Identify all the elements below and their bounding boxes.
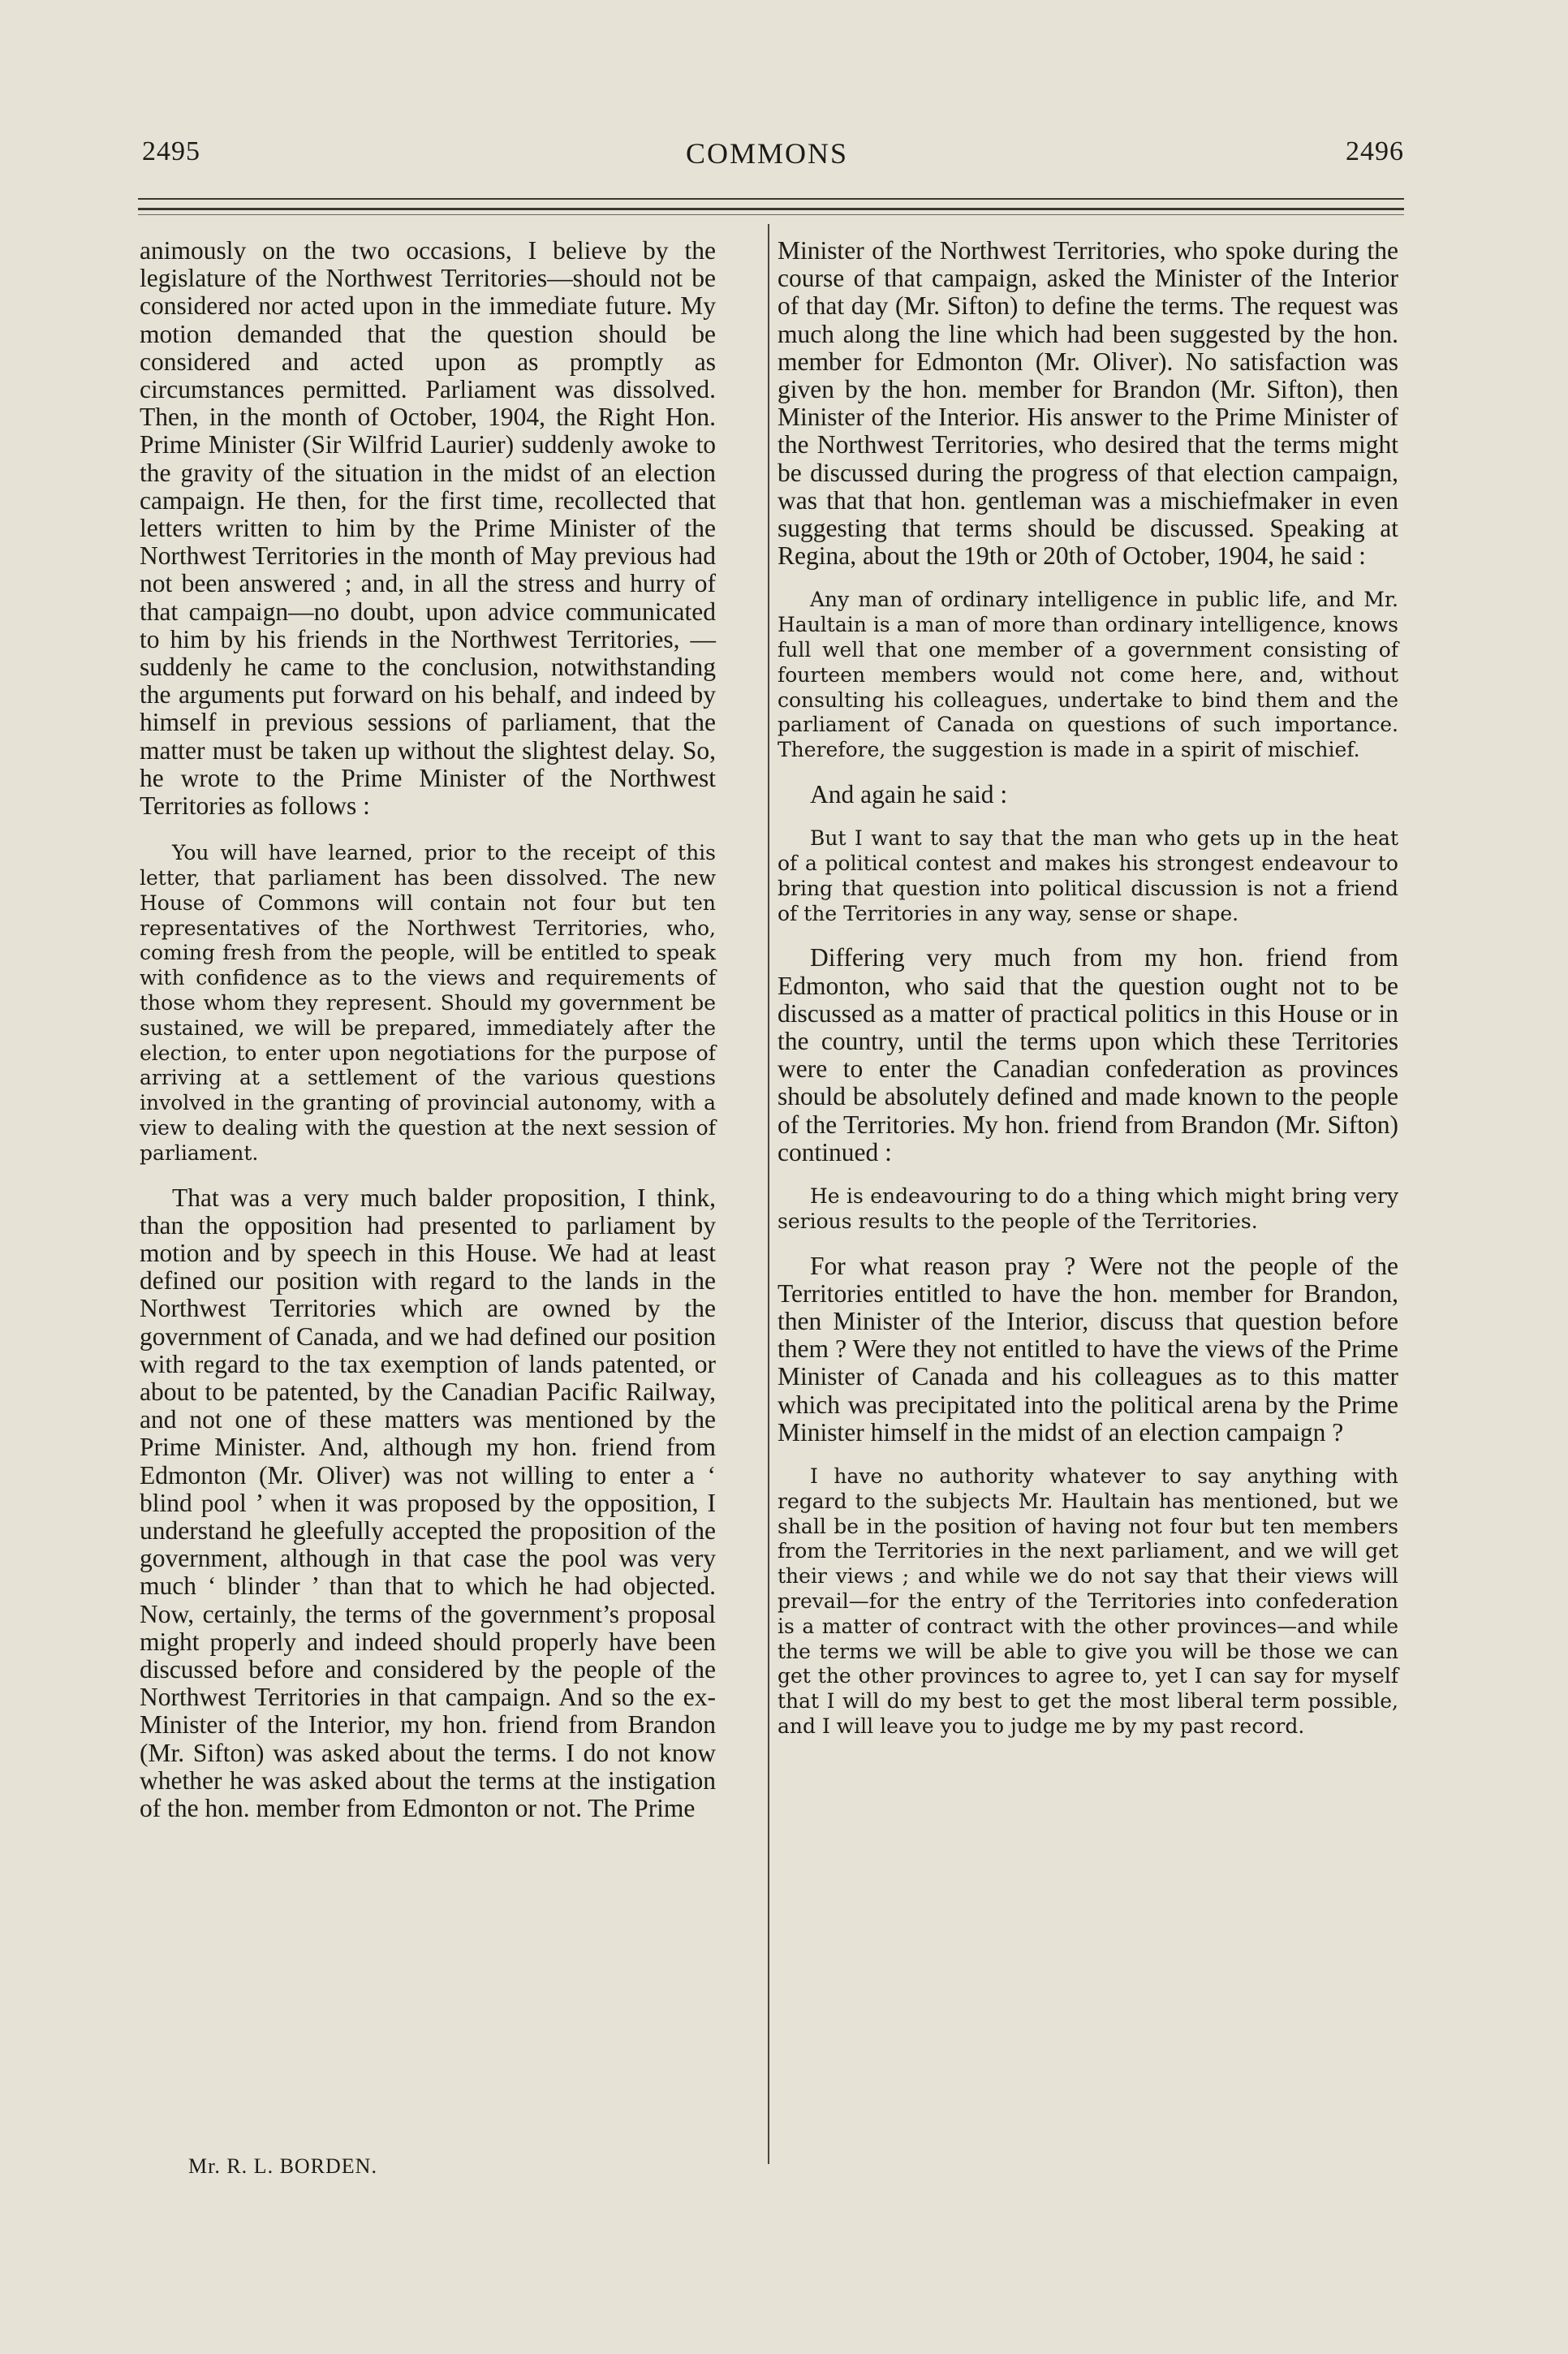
right-paragraph-1: Minister of the Northwest Territories, who spoke during the course of that campaign, asked the Minister of the Interior of that day (Mr. Sifton) to define the terms. The request was much along the line which had been suggested by the hon. member for Edmonton (Mr. Oliver). No satisfaction was given by the hon. member for Brandon (Mr. Sifton), then Minister of the Interior. His answer to the Prime Minister of the Northwest Territories, who desired that the terms might be discussed during the progress of that election campaign, was that that hon. gentleman was a mischiefmaker in even suggesting that terms should be discussed. Speaking at Regina, about the 19th or 20th of October, 1904, he said : — [778, 236, 1398, 571]
left-column — [140, 237, 716, 1822]
header-rule-thick — [138, 208, 1404, 210]
column-divider — [768, 224, 769, 2164]
page-header — [130, 136, 1404, 177]
right-quote-sifton-1: Any man of ordinary intelligence in public life, and Mr. Haultain is a man of more than ordinary intelligence, knows full well that one member of a government consisting of fourteen members would not come here, and, without consulting his colleagues, undertake to bind them and the parliament of Canada on questions of such importance. Therefore, the suggestion is made in a spirit of mischief. — [778, 588, 1398, 762]
page-number-left: 2495 — [142, 136, 200, 166]
header-rule-thin — [138, 198, 1404, 200]
header-rule-hair — [138, 214, 1404, 215]
page-number-right: 2496 — [1346, 136, 1404, 166]
speaker-attribution: Mr. R. L. BORDEN. — [188, 2154, 377, 2178]
left-quote-laurier-letter: You will have learned, prior to the receipt of this letter, that parliament has been dissolved. The new House of Commons will contain not four but ten representatives of the Northwest Territories, who, coming fresh from the people, will be entitled to speak with confidence as to the views and requirements of those whom they represent. Should my government be sustained, we will be prepared, immediately after the election, to enter upon negotiations for the purpose of arriving at a settlement of the various questions involved in the granting of provincial autonomy, with a view to dealing with the question at the next session of parliament. — [140, 841, 716, 1165]
right-column — [778, 237, 1398, 1757]
left-paragraph-1: animously on the two occasions, I believe by the legislature of the Northwest Territories—should not be considered nor acted upon in the immediate future. My motion demanded that the question should be considered and acted upon as promptly as circumstances permitted. Parliament was dissolved. Then, in the month of October, 1904, the Right Hon. Prime Minister (Sir Wilfrid Laurier) suddenly awoke to the gravity of the situation in the midst of an election campaign. He then, for the first time, recollected that letters written to him by the Prime Minister of the Northwest Territories in the month of May previous had not been answered ; and, in all the stress and hurry of that campaign—no doubt, upon advice communicated to him by his friends in the Northwest Territories, —suddenly he came to the conclusion, notwithstanding the arguments put forward on his behalf, and indeed by himself in previous sessions of parliament, that the matter must be taken up without the slightest delay. So, he wrote to the Prime Minister of the Northwest Territories as follows : — [140, 236, 716, 821]
right-quote-sifton-4: I have no authority whatever to say anything with regard to the subjects Mr. Haultain has mentioned, but we shall be in the position of having not four but ten members from the Territories in the next parliament, and we will get their views ; and while we do not say that their views will prevail—for the entry of the Territories into confederation is a matter of contract with the other provinces—and while the terms we will be able to give you will be those we can get the other provinces to agree to, yet I can say for myself that I will do my best to get the most liberal term possible, and I will leave you to judge me by my past record. — [778, 1464, 1398, 1739]
running-head-title: COMMONS — [685, 137, 849, 170]
right-paragraph-4: For what reason pray ? Were not the people of the Territories entitled to have the hon. member for Brandon, then Minister of the Interior, discuss that question before them ? Were they not entitled to have the views of the Prime Minister of Canada and his colleagues as to this matter which was precipitated into the political arena by the Prime Minister himself in the midst of an election campaign ? — [778, 1251, 1398, 1446]
right-paragraph-2: And again he said : — [810, 780, 1008, 809]
left-paragraph-2: That was a very much balder proposition, I think, than the opposition had presented to parliament by motion and by speech in this House. We had at least defined our position with regard to the lands in the Northwest Territories which are owned by the government of Canada, and we had defined our position with regard to the tax exemption of lands patented, or about to be patented, by the Canadian Pacific Railway, and not one of these matters was mentioned by the Prime Minister. And, although my hon. friend from Edmonton (Mr. Oliver) was not willing to enter a ‘ blind pool ’ when it was proposed by the opposition, I understand he gleefully accepted the proposition of the government, although in that case the pool was very much ‘ blinder ’ than that to which he had objected. Now, certainly, the terms of the government’s proposal might properly and indeed should properly have been discussed before and considered by the people of the Northwest Territories in that campaign. And so the ex-Minister of the Interior, my hon. friend from Brandon (Mr. Sifton) was asked about the terms. I do not know whether he was asked about the terms at the instigation of the hon. member from Edmonton or not. The Prime — [140, 1183, 716, 1823]
right-quote-sifton-2: But I want to say that the man who gets up in the heat of a political contest and makes his strongest endeavour to bring that question into political discussion is not a friend of the Territories in any way, sense or shape. — [778, 826, 1398, 925]
right-quote-sifton-3: He is endeavouring to do a thing which might bring very serious results to the people of the Territories. — [778, 1184, 1398, 1233]
right-paragraph-3: Differing very much from my hon. friend from Edmonton, who said that the question ought not to be discussed as a matter of practical politics in this House or in the country, until the terms upon which these Territories were to enter the Canadian confederation as provinces should be absolutely defined and made known to the people of the Territories. My hon. friend from Brandon (Mr. Sifton) continued : — [778, 943, 1398, 1166]
